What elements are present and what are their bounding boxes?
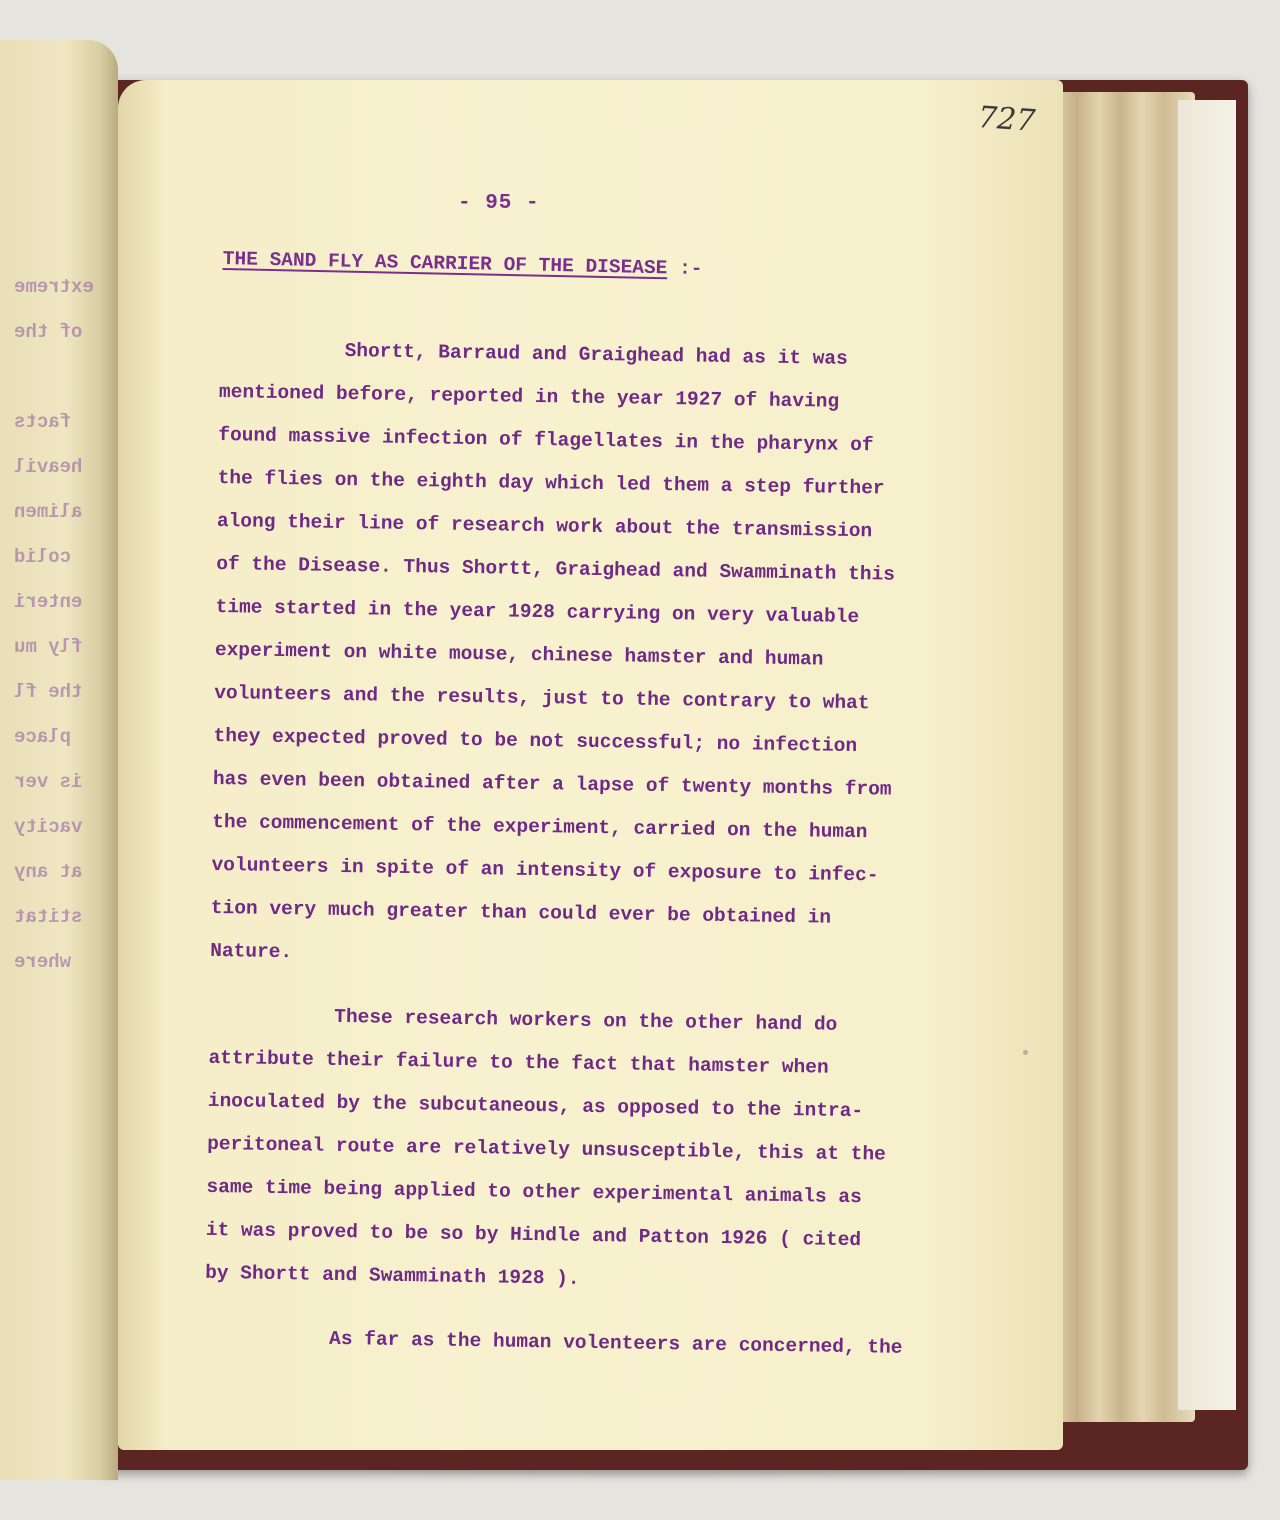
text-line: by Shortt and Swamminath 1928 ). bbox=[204, 1261, 580, 1290]
bleed-line: alimen bbox=[14, 501, 83, 523]
text-line: the flies on the eighth day which led them a step further bbox=[217, 466, 885, 500]
page-number: - 95 - bbox=[458, 192, 540, 215]
text-line: tion very much greater than could ever be obtained in bbox=[210, 896, 832, 929]
bleed-line: facts bbox=[14, 411, 72, 433]
text-line: along their line of research work about the transmission bbox=[216, 509, 873, 543]
text-line: volunteers in spite of an intensity of exposure to infec- bbox=[211, 853, 879, 887]
bleed-line: the fl bbox=[14, 681, 83, 703]
page-edges bbox=[1040, 92, 1195, 1422]
bleed-line: enteri bbox=[14, 591, 83, 613]
paper-speck bbox=[1023, 1050, 1028, 1055]
bleed-line bbox=[0, 355, 118, 400]
text-line: mentioned before, reported in the year 1927 of having bbox=[218, 380, 840, 413]
section-heading bbox=[223, 248, 703, 280]
text-line: has even been obtained after a lapse of twenty months from bbox=[212, 767, 892, 801]
text-line: found massive infection of flagellates in the pharynx of bbox=[218, 423, 874, 457]
right-page bbox=[118, 80, 1063, 1450]
bleed-line: stitat bbox=[14, 906, 83, 928]
text-line: attribute their failure to the fact that hamster when bbox=[208, 1046, 829, 1079]
bleed-line: colid bbox=[14, 546, 72, 568]
bleed-line: at any bbox=[14, 861, 83, 883]
text-line: time started in the year 1928 carrying on very valuable bbox=[215, 595, 860, 629]
text-line: Shortt, Barraud and Graighead had as it was bbox=[344, 339, 848, 370]
text-line: same time being applied to other experimental animals as bbox=[206, 1175, 862, 1209]
paragraph bbox=[205, 994, 990, 1307]
text-line: the commencement of the experiment, carried on the human bbox=[212, 810, 868, 844]
heading-suffix: :- bbox=[667, 257, 703, 281]
page-edges-outer bbox=[1178, 100, 1236, 1410]
folio-number: 727 bbox=[976, 100, 1037, 139]
text-line: Nature. bbox=[210, 939, 293, 964]
text-line: inoculated by the subcutaneous, as opposed to the intra- bbox=[207, 1089, 864, 1123]
text-line: peritoneal route are relatively unsusceptible, this at the bbox=[207, 1132, 886, 1166]
bleed-line: heavil bbox=[14, 456, 83, 478]
text-line: These research workers on the other hand do bbox=[334, 1005, 838, 1036]
heading-title: THE SAND FLY AS CARRIER OF THE DISEASE bbox=[222, 248, 668, 280]
text-line: experiment on white mouse, chinese hamster and human bbox=[214, 638, 824, 671]
body-text bbox=[204, 328, 1000, 1371]
text-line: of the Disease. Thus Shortt, Graighead and Swamminath this bbox=[216, 552, 896, 586]
bleed-line: place bbox=[14, 726, 72, 748]
bleed-line: fly mu bbox=[14, 636, 83, 658]
bleed-line: extreme bbox=[14, 276, 94, 298]
text-line: they expected proved to be not successful; no infection bbox=[213, 724, 858, 758]
bleed-line: of the bbox=[14, 321, 83, 343]
bleed-line: is ver bbox=[14, 771, 83, 793]
bleed-line: vacity bbox=[14, 816, 83, 838]
text-line: it was proved to be so by Hindle and Patton 1926 ( cited bbox=[205, 1218, 862, 1252]
left-page bbox=[0, 40, 118, 1480]
left-page-bleed-through bbox=[0, 265, 118, 985]
text-line: As far as the human volenteers are concerned, the bbox=[328, 1327, 903, 1359]
paragraph bbox=[210, 328, 1000, 985]
bleed-line: where bbox=[14, 951, 72, 973]
text-line: volunteers and the results, just to the contrary to what bbox=[214, 681, 870, 715]
paragraph bbox=[204, 1316, 985, 1371]
